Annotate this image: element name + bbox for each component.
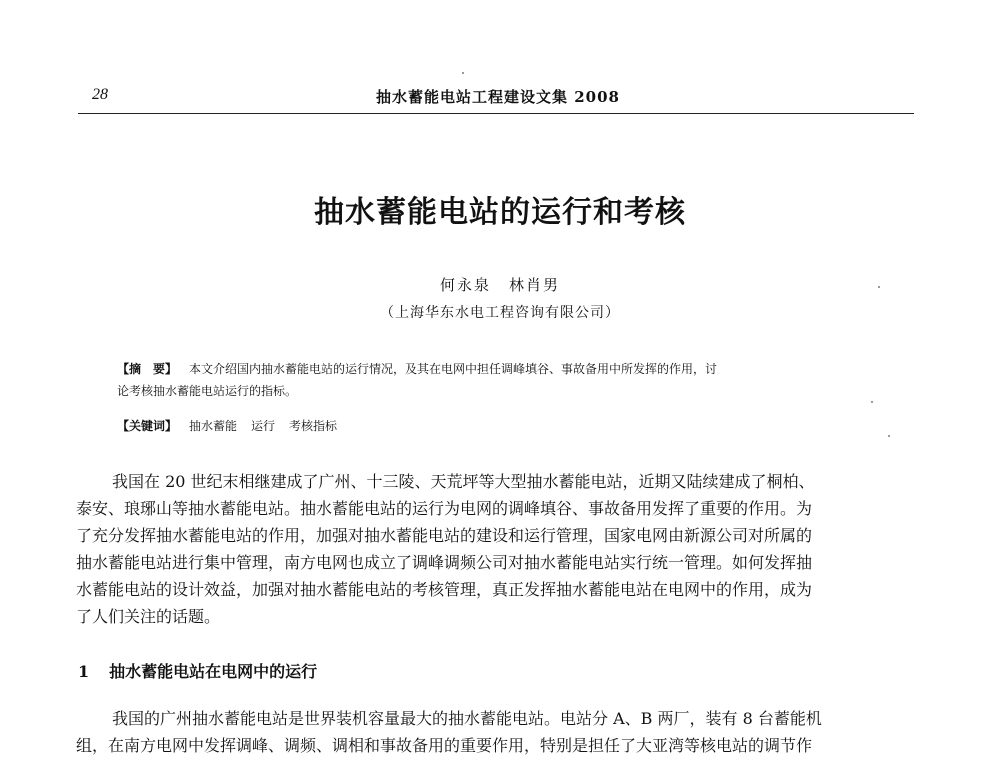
abstract-label: 【摘 要】 [117, 362, 178, 376]
abstract-block [117, 358, 889, 402]
keyword-item: 运行 [251, 419, 276, 433]
page-number: 28 [92, 86, 108, 103]
keywords-label: 【关键词】 [117, 419, 178, 433]
scan-speck [462, 72, 464, 74]
keyword-item: 考核指标 [289, 419, 338, 433]
scan-speck [871, 401, 873, 403]
paragraph-line: 组，在南方电网中发挥调峰、调频、调相和事故备用的重要作用，特别是担任了大亚湾等核电站的调节作 [76, 736, 813, 755]
paragraph-line: 我国在 20 世纪末相继建成了广州、十三陵、天荒坪等大型抽水蓄能电站，近期又陆续建成了桐柏、 [112, 472, 815, 491]
section-title: 抽水蓄能电站在电网中的运行 [109, 662, 318, 681]
paragraph-line: 泰安、琅琊山等抽水蓄能电站。抽水蓄能电站的运行为电网的调峰填谷、事故备用发挥了重要的作用。为 [76, 499, 813, 518]
abstract-line [117, 358, 889, 380]
paragraph-line: 我国的广州抽水蓄能电站是世界装机容量最大的抽水蓄能电站。电站分 A、B 两厂，装有 8 台蓄能机 [112, 709, 822, 728]
paper-title: 抽水蓄能电站的运行和考核 [314, 195, 686, 230]
scan-speck [878, 286, 880, 288]
paragraph-line: 水蓄能电站的设计效益，加强对抽水蓄能电站的考核管理，真正发挥抽水蓄能电站在电网中的作用，成为 [76, 580, 813, 599]
section-heading [78, 659, 317, 682]
section-paragraph [76, 705, 916, 759]
running-header [78, 86, 914, 114]
author-name: 何永泉 [439, 276, 491, 294]
section-number: 1 [78, 662, 90, 681]
header-divider [78, 113, 914, 114]
keywords-block [117, 415, 889, 437]
abstract-line: 论考核抽水蓄能电站运行的指标。 [117, 384, 298, 398]
paragraph-line: 了充分发挥抽水蓄能电站的作用，加强对抽水蓄能电站的建设和运行管理，国家电网由新源公司对所属的 [76, 526, 813, 545]
abstract-text: 本文介绍国内抽水蓄能电站的运行情况，及其在电网中担任调峰填谷、事故备用中所发挥的作用，讨 [189, 362, 718, 376]
author-line [0, 274, 1000, 295]
running-title: 抽水蓄能电站工程建设文集 2008 [376, 88, 620, 106]
scan-speck [888, 435, 890, 437]
keyword-item: 抽水蓄能 [189, 419, 238, 433]
author-affiliation: （上海华东水电工程咨询有限公司） [380, 305, 620, 321]
paragraph-line: 抽水蓄能电站进行集中管理，南方电网也成立了调峰调频公司对抽水蓄能电站实行统一管理。如何发挥抽 [76, 553, 813, 572]
intro-paragraph [76, 468, 916, 630]
author-name: 林肖男 [509, 276, 561, 294]
paragraph-line: 了人们关注的话题。 [76, 607, 221, 626]
